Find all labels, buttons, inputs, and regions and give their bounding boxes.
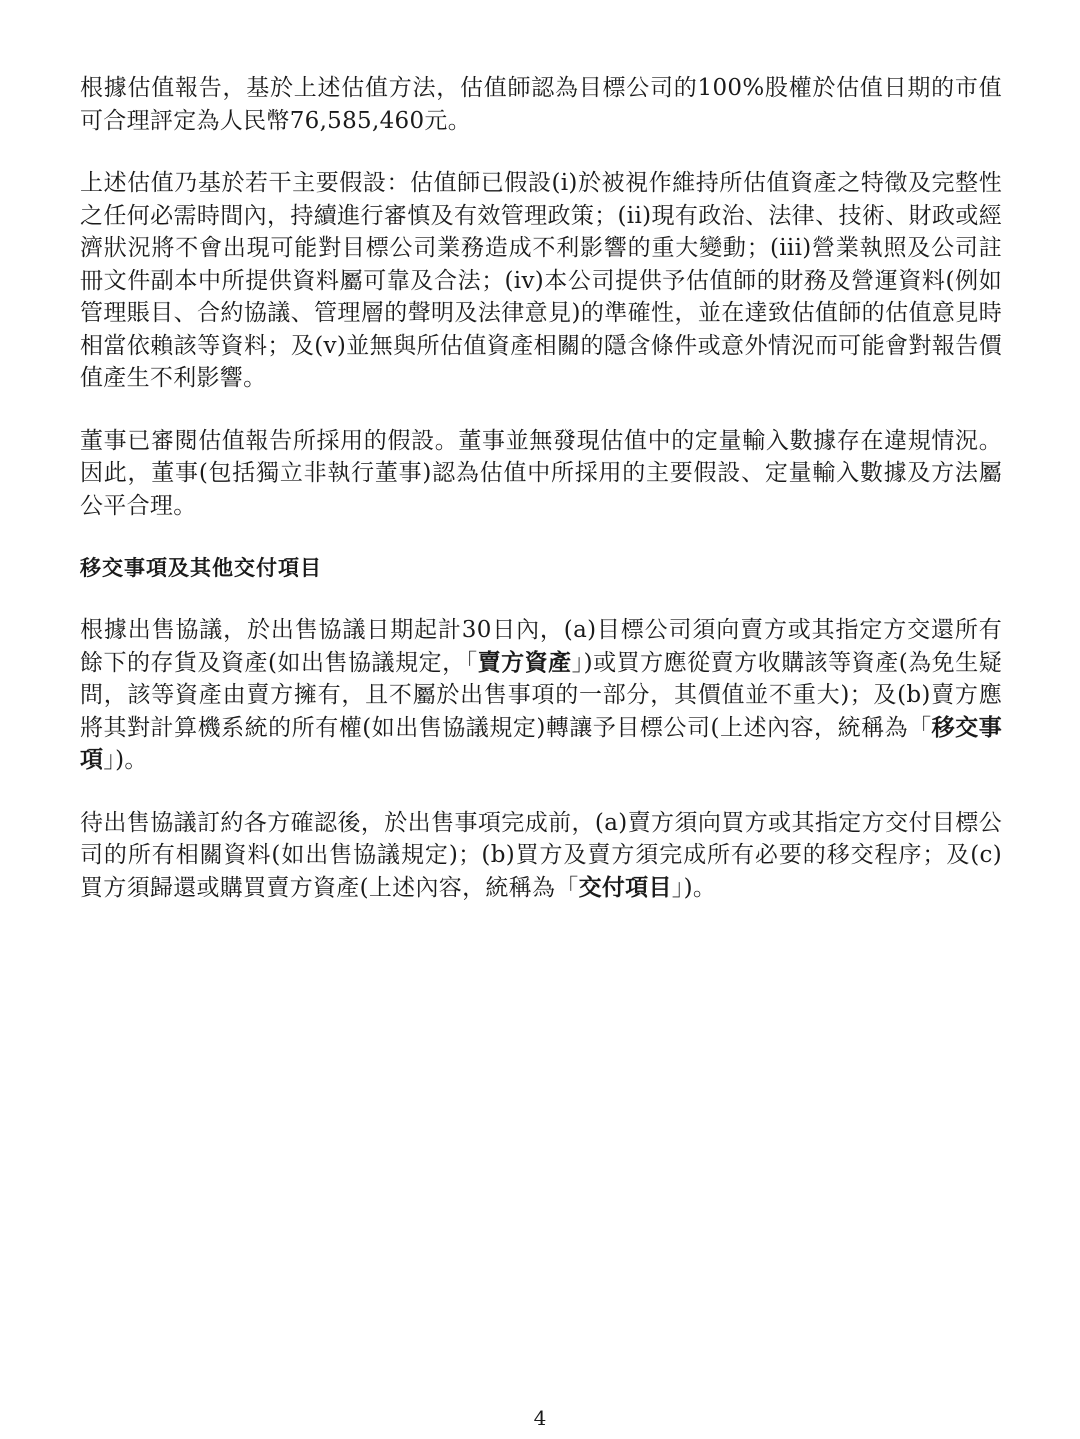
valuation-result-paragraph: 根據估值報告，基於上述估值方法，估值師認為目標公司的100%股權於估值日期的市值可合理評定為人民幣76,585,460元。 [80, 75, 1002, 134]
document-body [80, 72, 1002, 904]
valuation-assumptions-paragraph: 上述估值乃基於若干主要假設：估值師已假設(i)於被視作維持所估值資產之特徵及完整性之任何必需時間內，持續進行審慎及有效管理政策；(ii)現有政治、法律、技術、財政或經濟狀況將不會出現可能對目標公司業務造成不利影響的重大變動；(iii)營業執照及公司註冊文件副本中所提供資料屬可靠及合法；(iv)本公司提供予估值師的財務及營運資料(例如管理賬目、合約協議、管理層的聲明及法律意見)的準確性，並在達致估值師的估值意見時相當依賴該等資料；及(v)並無與所估值資產相關的隱含條件或意外情況而可能會對報告價值產生不利影響。 [80, 170, 1002, 391]
handover-text-2: 」)或買方應從賣方收購該等資產(為免生疑問，該等資產由賣方擁有，且不屬於出售事項的一部分，其價值並不重大)；及(b)賣方應將其對計算機系統的所有權(如出售協議規定)轉讓予目標公司(上述內容，統稱為「 [80, 649, 1002, 741]
section-heading: 移交事項及其他交付項目 [80, 556, 322, 580]
directors-review-paragraph: 董事已審閱估值報告所採用的假設。董事並無發現估值中的定量輸入數據存在違規情況。因此，董事(包括獨立非執行董事)認為估值中所採用的主要假設、定量輸入數據及方法屬公平合理。 [80, 427, 1002, 519]
defined-term-seller-assets: 賣方資產 [477, 649, 572, 676]
defined-term-handover-matters: 移交事項 [80, 714, 1002, 773]
defined-term-deliverables: 交付項目 [578, 874, 672, 901]
handover-paragraph [80, 614, 1002, 777]
deliverables-text-1: 待出售協議訂約各方確認後，於出售事項完成前，(a)賣方須向買方或其指定方交付目標公司的所有相關資料(如出售協議規定)；(b)買方及賣方須完成所有必要的移交程序；及(c)買方須歸還或購買賣方資產(上述內容，統稱為「 [80, 809, 1002, 901]
deliverables-paragraph [80, 807, 1002, 905]
deliverables-text-2: 」)。 [671, 874, 717, 901]
page-number: 4 [533, 1406, 547, 1430]
handover-text-3: 」)。 [103, 747, 148, 773]
handover-text-1: 根據出售協議，於出售協議日期起計30日內，(a)目標公司須向賣方或其指定方交還所有餘下的存貨及資產(如出售協議規定，「 [80, 617, 1002, 676]
